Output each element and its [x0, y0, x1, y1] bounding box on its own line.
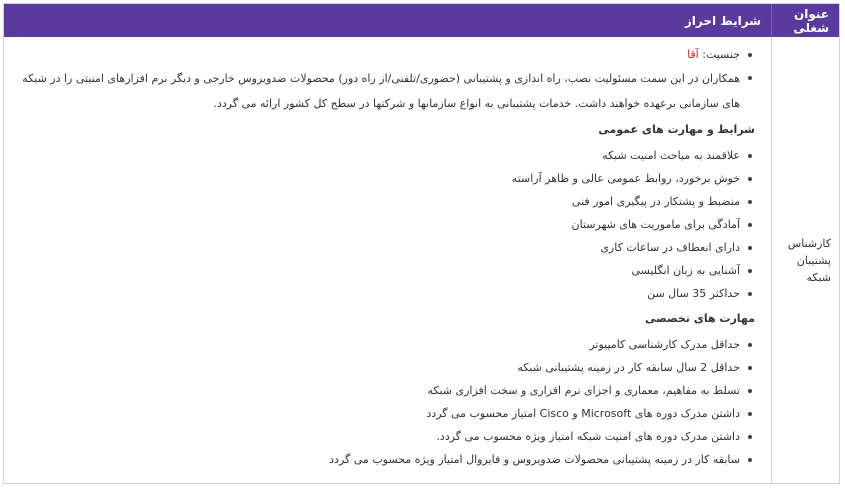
- list-item: خوش برخورد، روابط عمومی عالی و ظاهر آراسته: [18, 167, 755, 190]
- table-header: [4, 4, 839, 37]
- list-item: آشنایی به زبان انگلیسی: [18, 259, 755, 282]
- general-heading: شرایط و مهارت های عمومی: [598, 123, 755, 136]
- list-item: [18, 43, 755, 66]
- general-list: [18, 144, 755, 305]
- table-row: [4, 37, 839, 483]
- job-title-line2: پشتیبان شبکه: [796, 253, 831, 284]
- list-item: آمادگی برای ماموریت های شهرستان: [18, 213, 755, 236]
- conditions-cell: [4, 37, 771, 483]
- intro-list: [18, 43, 755, 116]
- header-job-title: عنوان شغلی: [771, 4, 839, 37]
- list-item: سابقه کار در زمینه پشتیبانی محصولات ضدویروس و فایروال امتیاز ویژه محسوب می گردد: [18, 448, 755, 471]
- list-item: حداقل مدرک کارشناسی کامپیوتر: [18, 333, 755, 356]
- list-item: منضبط و پشتکار در پیگیری امور فنی: [18, 190, 755, 213]
- list-item: داشتن مدرک دوره های امنیت شبکه امتیاز ویژه محسوب می گردد.: [18, 425, 755, 448]
- list-item: دارای انعطاف در ساعات کاری: [18, 236, 755, 259]
- list-item: داشتن مدرک دوره های Microsoft و Cisco امتیاز محسوب می گردد: [18, 402, 755, 425]
- job-title-line1: کارشناس: [787, 236, 831, 250]
- list-item: علاقمند به مباحث امنیت شبکه: [18, 144, 755, 167]
- job-table: [3, 3, 840, 484]
- specialized-heading: مهارت های تخصصی: [645, 312, 755, 325]
- specialized-list: [18, 333, 755, 471]
- list-item: حداقل 2 سال سابقه کار در زمینه پشتیبانی شبکه: [18, 356, 755, 379]
- gender-value: آقا: [687, 48, 699, 61]
- gender-label: جنسیت:: [702, 48, 740, 61]
- job-title-cell: [771, 37, 839, 483]
- list-item: حداکثر 35 سال سن: [18, 282, 755, 305]
- list-item: همکاران در این سمت مسئولیت نصب، راه اندازی و پشتیبانی (حضوری/تلفنی/از راه دور) محصولات ضدویروس خارجی و دیگر نرم افزارهای امنیتی را در شبکه های سازمانی برعهده خواهند داشت. خدمات پشتیبانی به انواع سازمانها و شرکتها در سطح کل کشور ارائه می گردد.: [18, 66, 755, 116]
- header-conditions: شرایط احراز: [684, 13, 761, 28]
- list-item: تسلط به مفاهیم، معماری و اجزای نرم افزاری و سخت افزاری شبکه: [18, 379, 755, 402]
